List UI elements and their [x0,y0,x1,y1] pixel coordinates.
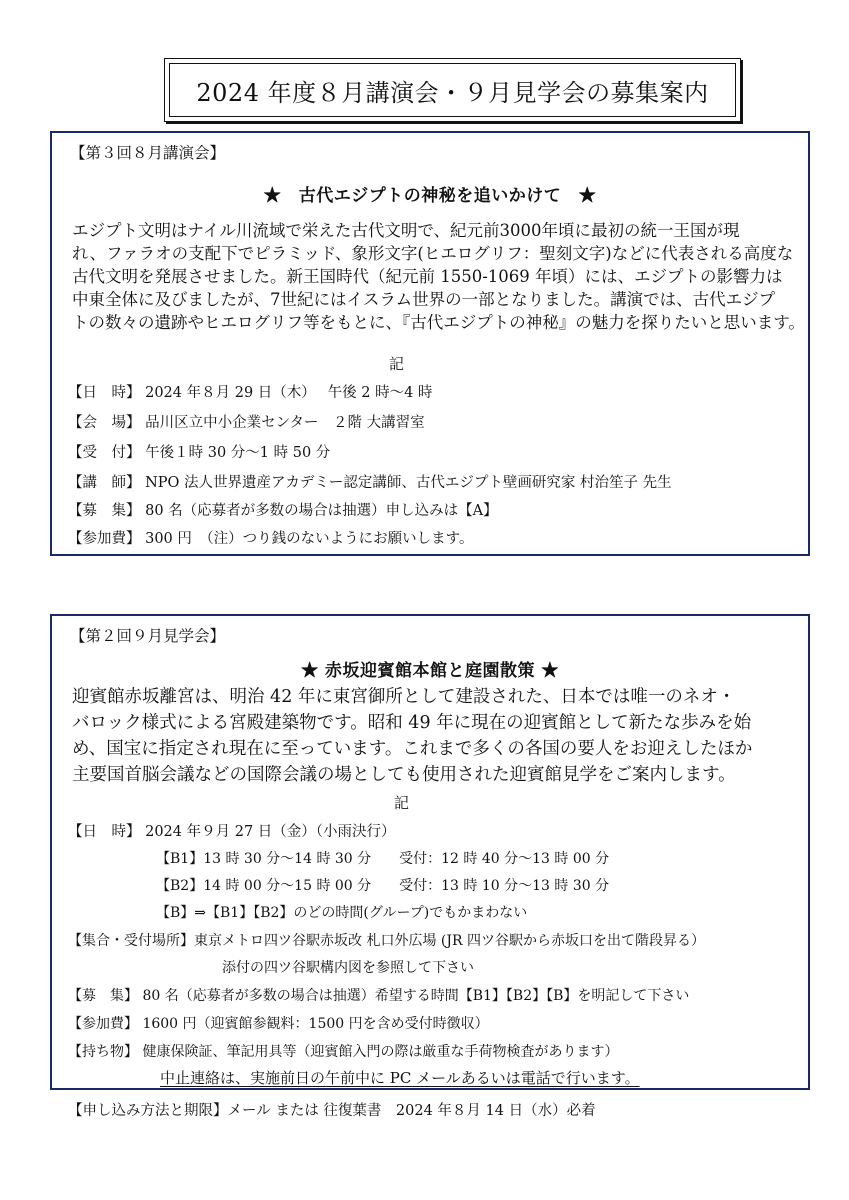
detail-label: 【日 時】 [68,824,141,840]
tour-ki: 記 [394,794,410,812]
tour-slot-any: 【B】⇒【B1】【B2】のどの時間(グループ)でもかまわない [156,905,528,921]
detail-value: 80 名（応募者が多数の場合は抽選）申し込みは【A】 [145,503,498,519]
tour-slot-b2: 【B2】14 時 00 分～15 時 00 分 受付：13 時 10 分～13 時 30 分 [156,878,610,894]
tour-title: ★ 赤坂迎賓館本館と庭園散策 ★ [301,661,559,681]
detail-value: 健康保険証、筆記用具等（迎賓館入門の際は厳重な手荷物検査があります） [142,1044,619,1060]
tour-body-line: め、国宝に指定され現在に至っています。これまで多くの各国の要人をお迎えしたほか [72,739,753,759]
detail-label: 【講 師】 [68,475,141,491]
detail-value: 300 円 （注）つり銭のないようにお願いします。 [145,531,474,547]
tour-body [72,684,752,788]
tour-section [50,614,810,1090]
tour-body-line: 迎賓館赤坂離宮は、明治 42 年に東宮御所として建設された、日本では唯一のネオ・ [72,687,736,707]
application-deadline: 【申し込み方法と期限】メール または 往復葉書 2024 年８月 14 日（水）必着 [68,1103,596,1119]
lecture-body-line: れ、ファラオの支配下でピラミッド、象形文字(ヒエログリフ：聖刻文字)などに代表される高度な [72,244,794,263]
detail-value: 午後１時 30 分～1 時 50 分 [145,445,331,461]
detail-label: 【集合・受付場所】 [68,933,194,949]
lecture-title: ★ 古代エジプトの神秘を追いかけて ★ [263,186,597,206]
lecture-detail-recruit [68,499,498,520]
tour-detail-items [68,1041,618,1061]
lecture-detail-lecturer [68,471,672,492]
detail-value: 品川区立中小企業センター ２階 大講習室 [145,415,425,431]
detail-label: 【日 時】 [68,385,141,401]
tour-cancel-note: 中止連絡は、実施前日の午前中に PC メールあるいは電話で行います。 [160,1069,640,1087]
detail-value: NPO 法人世界遺産アカデミー認定講師、古代エジプト壁画研究家 村治笙子 先生 [145,475,672,491]
detail-value: 東京メトロ四ツ谷駅赤坂改 札口外広場 (JR 四ツ谷駅から赤坂口を出て階段昇る） [194,933,705,949]
detail-value: 2024 年８月 29 日（木） 午後 2 時～4 時 [145,385,433,401]
lecture-body-line: 中東全体に及びましたが、7世紀にはイスラム世界の一部となりました。講演では、古代エジプ [72,290,776,309]
detail-label: 【持ち物】 [68,1044,138,1060]
tour-slot-b1: 【B1】13 時 30 分～14 時 30 分 受付：12 時 40 分～13 時 00 分 [156,851,610,867]
lecture-detail-date [68,381,432,402]
lecture-section [50,131,810,556]
tour-detail-meeting [68,930,705,950]
tour-meeting-note: 添付の四ツ谷駅構内図を参照して下さい [222,960,474,976]
page-title-box [164,58,741,122]
tour-detail-fee [68,1013,489,1033]
detail-value: 1600 円（迎賓館参観料：1500 円を含め受付時徴収） [142,1016,489,1032]
detail-value: 2024 年９月 27 日（金）（小雨決行） [145,824,396,840]
tour-label: 【第２回９月見学会】 [70,627,226,645]
lecture-body-line: 古代文明を発展させました。新王国時代（紀元前 1550-1069 年頃）には、エジプトの影響力は [72,267,783,286]
tour-body-line: バロック様式による宮殿建築物です。昭和 49 年に現在の迎賓館として新たな歩みを始 [72,713,752,733]
page-title: 2024 年度８月講演会・９月見学会の募集案内 [169,63,736,117]
lecture-label: 【第３回８月講演会】 [70,144,226,162]
detail-label: 【募 集】 [68,503,141,519]
detail-label: 【受 付】 [68,445,141,461]
lecture-body-line: トの数々の遺跡やヒエログリフ等をもとに、『古代エジプトの神秘』の魅力を探りたいと思います。 [72,313,805,332]
detail-label: 【参加費】 [68,1016,138,1032]
lecture-detail-venue [68,411,425,432]
detail-label: 【参加費】 [68,531,141,547]
lecture-body-line: エジプト文明はナイル川流域で栄えた古代文明で、紀元前3000年頃に最初の統一王国が現 [72,221,740,240]
tour-detail-date [68,820,396,841]
lecture-detail-fee [68,527,473,548]
tour-body-line: 主要国首脳会議などの国際会議の場としても使用された迎賓館見学をご案内します。 [72,765,736,785]
detail-label: 【募 集】 [68,988,138,1004]
lecture-ki: 記 [389,355,405,373]
lecture-body [72,219,805,334]
detail-value: 80 名（応募者が多数の場合は抽選）希望する時間【B1】【B2】【B】を明記して下さい [142,988,690,1004]
detail-label: 【会 場】 [68,415,141,431]
lecture-detail-reception [68,441,330,462]
tour-detail-recruit [68,985,689,1005]
